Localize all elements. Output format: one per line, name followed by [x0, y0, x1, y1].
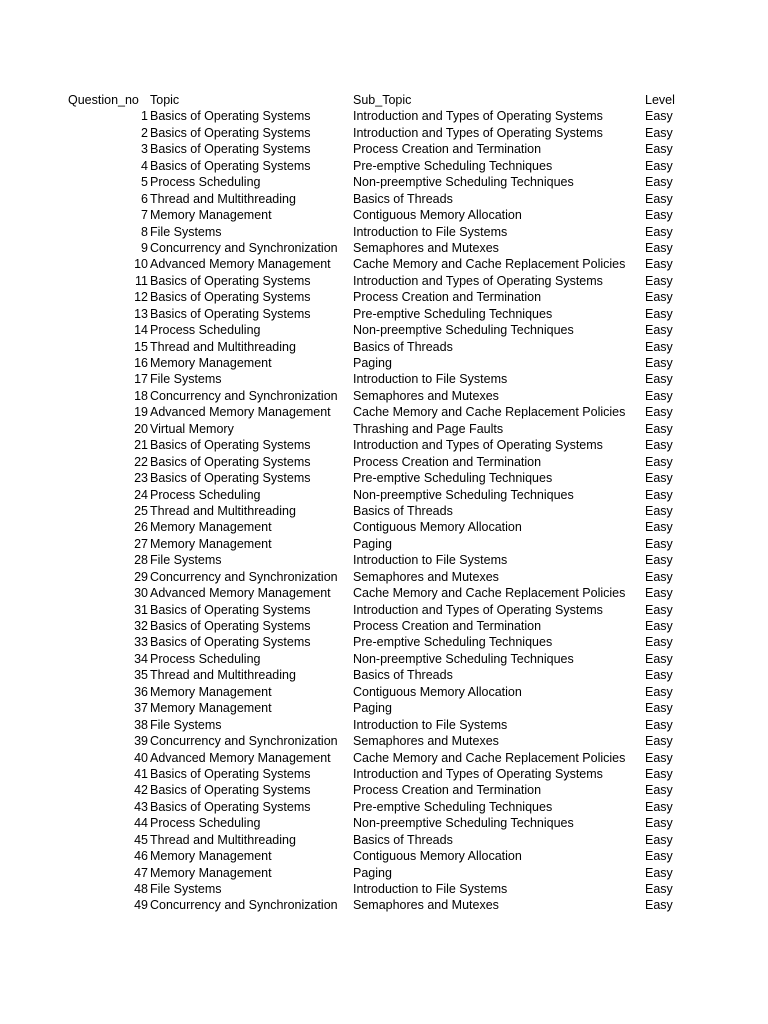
cell-question-no: 23 — [134, 471, 148, 486]
cell-topic: File Systems — [150, 224, 222, 239]
header-level: Level — [645, 93, 675, 107]
cell-sub-topic: Process Creation and Termination — [353, 290, 542, 305]
cell-level: Easy — [645, 503, 673, 518]
cell-topic: Memory Management — [150, 865, 272, 880]
cell-level: Easy — [645, 651, 673, 666]
cell-sub-topic: Cache Memory and Cache Replacement Policies — [353, 257, 626, 272]
cell-sub-topic: Contiguous Memory Allocation — [353, 520, 522, 535]
cell-level: Easy — [645, 536, 673, 551]
table-row — [0, 717, 768, 733]
cell-level: Easy — [645, 356, 673, 370]
table-body — [0, 108, 768, 913]
cell-question-no: 30 — [134, 586, 148, 601]
cell-question-no: 15 — [134, 339, 148, 354]
table-row — [0, 733, 768, 749]
cell-level: Easy — [645, 750, 673, 765]
cell-topic: Memory Management — [150, 701, 272, 716]
table-row — [0, 832, 768, 848]
cell-sub-topic: Paging — [353, 701, 392, 716]
cell-question-no: 22 — [134, 454, 148, 469]
cell-sub-topic: Semaphores and Mutexes — [353, 388, 499, 403]
cell-sub-topic: Cache Memory and Cache Replacement Policies — [353, 405, 626, 420]
cell-level: Easy — [645, 799, 673, 814]
cell-question-no: 31 — [134, 602, 148, 617]
question-table — [0, 92, 768, 914]
table-row — [0, 766, 768, 782]
cell-sub-topic: Introduction and Types of Operating Systems — [353, 766, 603, 781]
cell-level: Easy — [645, 142, 673, 157]
table-row — [0, 125, 768, 141]
table-row — [0, 322, 768, 338]
cell-level: Easy — [645, 849, 673, 864]
cell-question-no: 45 — [134, 832, 148, 847]
cell-question-no: 20 — [134, 421, 148, 436]
cell-sub-topic: Cache Memory and Cache Replacement Policies — [353, 586, 626, 601]
cell-question-no: 41 — [134, 766, 148, 781]
cell-topic: Memory Management — [150, 849, 272, 864]
cell-level: Easy — [645, 717, 673, 732]
header-question-no: Question_no — [68, 93, 139, 107]
cell-level: Easy — [645, 175, 673, 190]
cell-sub-topic: Basics of Threads — [353, 339, 453, 354]
cell-topic: Concurrency and Synchronization — [150, 388, 338, 403]
table-row — [0, 224, 768, 240]
table-row — [0, 108, 768, 124]
cell-sub-topic: Introduction to File Systems — [353, 553, 508, 568]
cell-question-no: 35 — [134, 668, 148, 683]
table-row — [0, 487, 768, 503]
cell-topic: Thread and Multithreading — [150, 668, 296, 683]
table-row — [0, 750, 768, 766]
table-row — [0, 191, 768, 207]
cell-topic: Basics of Operating Systems — [150, 125, 311, 140]
cell-sub-topic: Basics of Threads — [353, 668, 453, 683]
cell-sub-topic: Process Creation and Termination — [353, 142, 542, 157]
cell-topic: Thread and Multithreading — [150, 339, 296, 354]
cell-question-no: 33 — [134, 635, 148, 650]
cell-sub-topic: Pre-emptive Scheduling Techniques — [353, 306, 553, 321]
cell-sub-topic: Basics of Threads — [353, 503, 453, 518]
cell-sub-topic: Paging — [353, 865, 392, 880]
table-row — [0, 158, 768, 174]
cell-question-no: 24 — [134, 487, 148, 502]
cell-question-no: 19 — [134, 405, 148, 420]
cell-level: Easy — [645, 635, 673, 650]
table-row — [0, 421, 768, 437]
cell-topic: Memory Management — [150, 684, 272, 699]
table-row — [0, 569, 768, 585]
cell-question-no: 18 — [134, 388, 148, 403]
cell-sub-topic: Non-preemptive Scheduling Techniques — [353, 487, 574, 502]
cell-sub-topic: Semaphores and Mutexes — [353, 569, 499, 584]
cell-level: Easy — [645, 158, 673, 173]
cell-level: Easy — [645, 306, 673, 321]
cell-topic: Concurrency and Synchronization — [150, 898, 338, 913]
cell-level: Easy — [645, 290, 673, 305]
table-row — [0, 306, 768, 322]
table-row — [0, 897, 768, 913]
cell-topic: Thread and Multithreading — [150, 191, 296, 206]
cell-sub-topic: Non-preemptive Scheduling Techniques — [353, 323, 574, 338]
cell-sub-topic: Paging — [353, 356, 392, 370]
cell-topic: Basics of Operating Systems — [150, 438, 311, 453]
header-topic: Topic — [150, 93, 180, 107]
cell-sub-topic: Introduction and Types of Operating Systems — [353, 273, 603, 288]
cell-topic: Basics of Operating Systems — [150, 109, 311, 124]
cell-level: Easy — [645, 783, 673, 798]
cell-question-no: 11 — [135, 273, 148, 288]
cell-level: Easy — [645, 898, 673, 913]
cell-level: Easy — [645, 734, 673, 749]
cell-topic: Thread and Multithreading — [150, 503, 296, 518]
cell-topic: File Systems — [150, 882, 222, 896]
cell-sub-topic: Semaphores and Mutexes — [353, 240, 499, 255]
cell-question-no: 4 — [141, 158, 148, 173]
table-row — [0, 388, 768, 404]
table-row — [0, 240, 768, 256]
cell-sub-topic: Contiguous Memory Allocation — [353, 208, 522, 223]
cell-question-no: 28 — [134, 553, 148, 568]
cell-level: Easy — [645, 569, 673, 584]
cell-level: Easy — [645, 487, 673, 502]
cell-question-no: 25 — [134, 503, 148, 518]
cell-sub-topic: Basics of Threads — [353, 832, 453, 847]
cell-question-no: 43 — [134, 799, 148, 814]
table-row — [0, 815, 768, 831]
table-row — [0, 848, 768, 864]
cell-sub-topic: Introduction to File Systems — [353, 717, 508, 732]
cell-sub-topic: Introduction to File Systems — [353, 224, 508, 239]
cell-sub-topic: Basics of Threads — [353, 191, 453, 206]
cell-topic: Basics of Operating Systems — [150, 602, 311, 617]
cell-question-no: 8 — [141, 224, 148, 239]
cell-sub-topic: Pre-emptive Scheduling Techniques — [353, 471, 553, 486]
cell-level: Easy — [645, 323, 673, 338]
cell-sub-topic: Cache Memory and Cache Replacement Policies — [353, 750, 626, 765]
cell-level: Easy — [645, 816, 673, 831]
cell-topic: File Systems — [150, 553, 222, 568]
cell-topic: Basics of Operating Systems — [150, 635, 311, 650]
cell-level: Easy — [645, 421, 673, 436]
table-row — [0, 289, 768, 305]
cell-topic: Memory Management — [150, 208, 272, 223]
cell-sub-topic: Introduction and Types of Operating Systems — [353, 125, 603, 140]
cell-question-no: 16 — [134, 356, 148, 370]
cell-level: Easy — [645, 668, 673, 683]
cell-topic: Basics of Operating Systems — [150, 766, 311, 781]
cell-topic: Thread and Multithreading — [150, 832, 296, 847]
cell-topic: Advanced Memory Management — [150, 586, 331, 601]
cell-question-no: 36 — [134, 684, 148, 699]
cell-level: Easy — [645, 619, 673, 633]
cell-level: Easy — [645, 520, 673, 535]
table-row — [0, 585, 768, 601]
cell-topic: Process Scheduling — [150, 487, 261, 502]
table-row — [0, 618, 768, 634]
cell-level: Easy — [645, 586, 673, 601]
cell-level: Easy — [645, 125, 673, 140]
cell-sub-topic: Contiguous Memory Allocation — [353, 849, 522, 864]
cell-question-no: 3 — [141, 142, 148, 157]
cell-level: Easy — [645, 766, 673, 781]
cell-level: Easy — [645, 273, 673, 288]
table-row — [0, 355, 768, 371]
cell-level: Easy — [645, 224, 673, 239]
table-row — [0, 503, 768, 519]
cell-topic: Memory Management — [150, 520, 272, 535]
cell-topic: Advanced Memory Management — [150, 405, 331, 420]
cell-topic: Basics of Operating Systems — [150, 783, 311, 798]
cell-topic: Basics of Operating Systems — [150, 454, 311, 469]
cell-question-no: 21 — [134, 438, 148, 453]
cell-sub-topic: Non-preemptive Scheduling Techniques — [353, 816, 574, 831]
table-row — [0, 881, 768, 897]
cell-question-no: 34 — [134, 651, 148, 666]
cell-question-no: 14 — [134, 323, 148, 338]
cell-question-no: 12 — [134, 290, 148, 305]
table-row — [0, 256, 768, 272]
cell-topic: Basics of Operating Systems — [150, 290, 311, 305]
cell-level: Easy — [645, 602, 673, 617]
cell-question-no: 17 — [134, 372, 148, 387]
cell-sub-topic: Pre-emptive Scheduling Techniques — [353, 158, 553, 173]
cell-question-no: 42 — [134, 783, 148, 798]
cell-question-no: 13 — [134, 306, 148, 321]
cell-topic: Basics of Operating Systems — [150, 142, 311, 157]
cell-level: Easy — [645, 438, 673, 453]
table-row — [0, 437, 768, 453]
cell-level: Easy — [645, 208, 673, 223]
table-row — [0, 273, 768, 289]
cell-topic: Memory Management — [150, 536, 272, 551]
cell-level: Easy — [645, 701, 673, 716]
cell-question-no: 39 — [134, 734, 148, 749]
cell-sub-topic: Introduction to File Systems — [353, 372, 508, 387]
cell-question-no: 2 — [141, 125, 148, 140]
cell-level: Easy — [645, 240, 673, 255]
cell-question-no: 27 — [134, 536, 148, 551]
cell-topic: Process Scheduling — [150, 323, 261, 338]
cell-question-no: 46 — [134, 849, 148, 864]
cell-topic: File Systems — [150, 372, 222, 387]
cell-question-no: 40 — [134, 750, 148, 765]
cell-topic: Basics of Operating Systems — [150, 306, 311, 321]
cell-level: Easy — [645, 372, 673, 387]
cell-level: Easy — [645, 865, 673, 880]
cell-question-no: 49 — [134, 898, 148, 913]
cell-sub-topic: Thrashing and Page Faults — [353, 421, 504, 436]
cell-level: Easy — [645, 388, 673, 403]
cell-topic: Basics of Operating Systems — [150, 158, 311, 173]
cell-question-no: 6 — [141, 191, 148, 206]
cell-topic: Memory Management — [150, 356, 272, 370]
table-row — [0, 552, 768, 568]
cell-topic: Advanced Memory Management — [150, 750, 331, 765]
table-row — [0, 667, 768, 683]
cell-level: Easy — [645, 832, 673, 847]
cell-level: Easy — [645, 191, 673, 206]
cell-sub-topic: Contiguous Memory Allocation — [353, 684, 522, 699]
cell-topic: Concurrency and Synchronization — [150, 734, 338, 749]
table-row — [0, 651, 768, 667]
cell-topic: Basics of Operating Systems — [150, 471, 311, 486]
table-row — [0, 799, 768, 815]
cell-topic: Process Scheduling — [150, 651, 261, 666]
cell-topic: Concurrency and Synchronization — [150, 240, 338, 255]
table-row — [0, 519, 768, 535]
cell-topic: Process Scheduling — [150, 175, 261, 190]
table-row — [0, 404, 768, 420]
cell-question-no: 10 — [134, 257, 148, 272]
cell-topic: File Systems — [150, 717, 222, 732]
table-row — [0, 634, 768, 650]
cell-sub-topic: Process Creation and Termination — [353, 783, 542, 798]
table-row — [0, 536, 768, 552]
cell-level: Easy — [645, 882, 673, 896]
cell-topic: Concurrency and Synchronization — [150, 569, 338, 584]
cell-topic: Basics of Operating Systems — [150, 619, 311, 633]
cell-question-no: 38 — [134, 717, 148, 732]
cell-topic: Advanced Memory Management — [150, 257, 331, 272]
cell-level: Easy — [645, 339, 673, 354]
cell-level: Easy — [645, 553, 673, 568]
cell-sub-topic: Semaphores and Mutexes — [353, 898, 499, 913]
table-row — [0, 700, 768, 716]
table-row — [0, 454, 768, 470]
cell-sub-topic: Non-preemptive Scheduling Techniques — [353, 651, 574, 666]
cell-sub-topic: Pre-emptive Scheduling Techniques — [353, 635, 553, 650]
cell-sub-topic: Paging — [353, 536, 392, 551]
cell-sub-topic: Process Creation and Termination — [353, 619, 542, 633]
cell-level: Easy — [645, 109, 673, 124]
cell-topic: Virtual Memory — [150, 421, 234, 436]
cell-sub-topic: Introduction and Types of Operating Systems — [353, 109, 603, 124]
table-row — [0, 470, 768, 486]
cell-topic: Basics of Operating Systems — [150, 273, 311, 288]
cell-question-no: 47 — [134, 865, 148, 880]
cell-level: Easy — [645, 405, 673, 420]
table-row — [0, 174, 768, 190]
cell-level: Easy — [645, 471, 673, 486]
table-row — [0, 865, 768, 881]
cell-sub-topic: Process Creation and Termination — [353, 454, 542, 469]
cell-question-no: 1 — [141, 109, 148, 124]
header-row — [0, 92, 768, 108]
table-row — [0, 141, 768, 157]
cell-question-no: 37 — [134, 701, 148, 716]
cell-level: Easy — [645, 257, 673, 272]
cell-sub-topic: Introduction and Types of Operating Systems — [353, 602, 603, 617]
table-row — [0, 371, 768, 387]
cell-question-no: 32 — [134, 619, 148, 633]
cell-level: Easy — [645, 684, 673, 699]
cell-sub-topic: Semaphores and Mutexes — [353, 734, 499, 749]
table-row — [0, 684, 768, 700]
cell-question-no: 48 — [134, 882, 148, 896]
cell-question-no: 7 — [141, 208, 148, 223]
cell-question-no: 29 — [134, 569, 148, 584]
cell-topic: Basics of Operating Systems — [150, 799, 311, 814]
table-row — [0, 602, 768, 618]
cell-sub-topic: Pre-emptive Scheduling Techniques — [353, 799, 553, 814]
cell-level: Easy — [645, 454, 673, 469]
table-row — [0, 207, 768, 223]
cell-sub-topic: Introduction to File Systems — [353, 882, 508, 896]
cell-question-no: 26 — [134, 520, 148, 535]
cell-question-no: 44 — [134, 816, 148, 831]
cell-sub-topic: Non-preemptive Scheduling Techniques — [353, 175, 574, 190]
cell-sub-topic: Introduction and Types of Operating Systems — [353, 438, 603, 453]
table-row — [0, 339, 768, 355]
header-sub-topic: Sub_Topic — [353, 93, 412, 107]
cell-question-no: 5 — [141, 175, 148, 190]
cell-question-no: 9 — [141, 240, 148, 255]
cell-topic: Process Scheduling — [150, 816, 261, 831]
table-row — [0, 782, 768, 798]
